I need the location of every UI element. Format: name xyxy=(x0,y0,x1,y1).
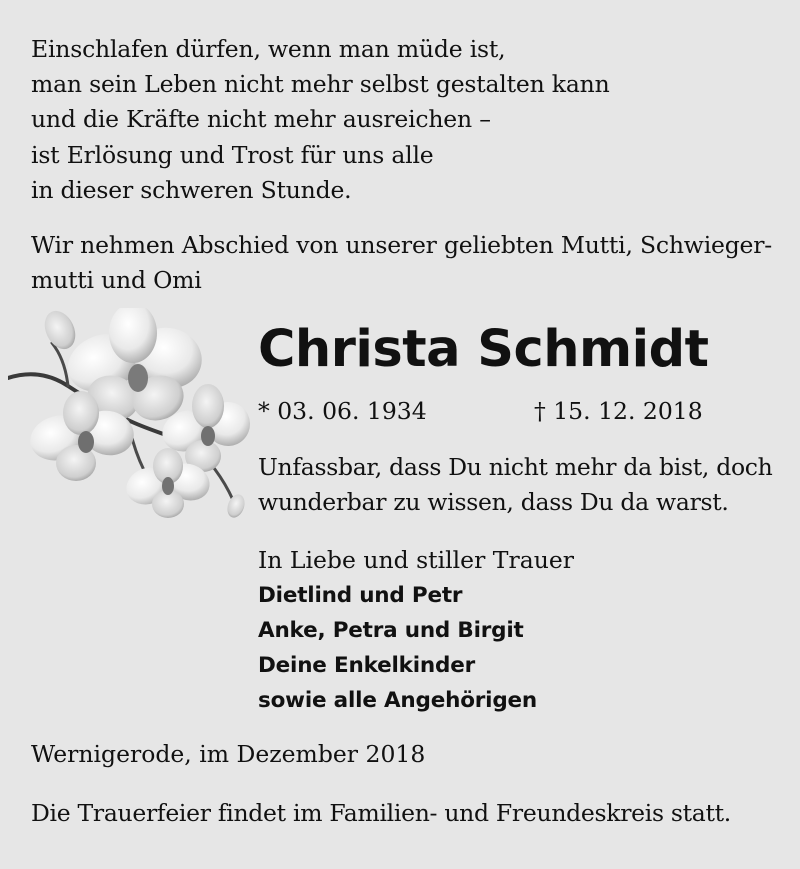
memorial-quote xyxy=(258,450,778,520)
ceremony-note: Die Trauerfeier findet im Familien- und Freundeskreis statt. xyxy=(31,799,731,827)
poem-line: man sein Leben nicht mehr selbst gestalten kann xyxy=(31,70,610,99)
mourners-intro: In Liebe und stiller Trauer xyxy=(258,546,574,574)
birth-date: * 03. 06. 1934 xyxy=(258,397,427,425)
poem-line: Einschlafen dürfen, wenn man müde ist, xyxy=(31,35,506,63)
poem-line: und die Kräfte nicht mehr ausreichen – xyxy=(31,105,491,134)
mourner-name: sowie alle Angehörigen xyxy=(258,688,538,713)
place-date: Wernigerode, im Dezember 2018 xyxy=(31,740,426,768)
mourner-name: Deine Enkelkinder xyxy=(258,653,475,678)
poem xyxy=(31,32,751,208)
mourner-name: Dietlind und Petr xyxy=(258,583,463,608)
mourner-name: Anke, Petra und Birgit xyxy=(258,618,524,643)
intro-line: Wir nehmen Abschied von unserer geliebten Mutti, Schwieger- xyxy=(31,231,773,259)
poem-line: ist Erlösung und Trost für uns alle xyxy=(31,140,434,169)
quote-line: wunderbar zu wissen, dass Du da warst. xyxy=(258,488,729,516)
intro-line: mutti und Omi xyxy=(31,266,202,294)
orchid-icon xyxy=(8,308,253,528)
poem-line: in dieser schweren Stunde. xyxy=(31,175,352,204)
deceased-name: Christa Schmidt xyxy=(258,320,709,379)
mourners-block xyxy=(258,543,778,718)
death-date: † 15. 12. 2018 xyxy=(534,397,703,425)
farewell-intro xyxy=(31,228,771,298)
quote-line: Unfassbar, dass Du nicht mehr da bist, doch xyxy=(258,453,773,481)
